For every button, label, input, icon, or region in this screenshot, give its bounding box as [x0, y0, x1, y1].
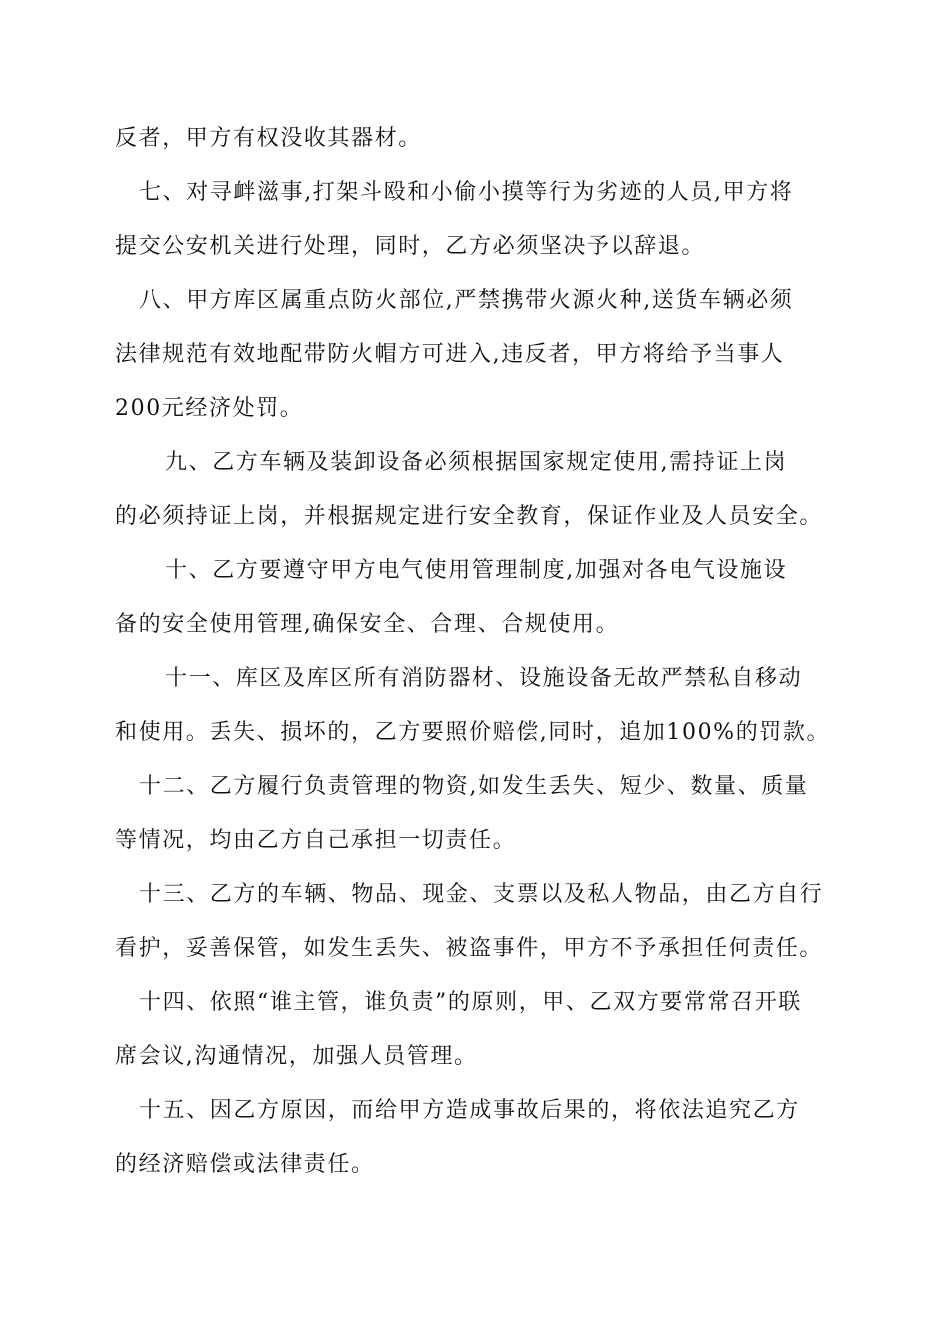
text-line: 和使用。丢失、损坏的，乙方要照价赔偿,同时，追加100%的罚款。 [115, 720, 831, 745]
clause-8 [115, 274, 837, 436]
text-line: 提交公安机关进行处理，同时，乙方必须坚决予以辞退。 [115, 234, 706, 259]
text-line: 七、对寻衅滋事,打架斗殴和小偷小摸等行为劣迹的人员,甲方将 [139, 180, 794, 205]
text-line: 十一、库区及库区所有消防器材、设施设备无故严禁私自移动 [165, 666, 803, 691]
clause-15 [115, 1084, 837, 1192]
clause-11 [115, 652, 837, 760]
paragraph-continuation [115, 112, 837, 166]
text-line: 法律规范有效地配带防火帽方可进入,违反者，甲方将给予当事人 [115, 342, 785, 367]
text-line: 等情况，均由乙方自己承担一切责任。 [115, 828, 517, 853]
text-line: 十五、因乙方原因，而给甲方造成事故后果的，将依法追究乙方 [139, 1098, 800, 1123]
clause-14 [115, 976, 837, 1084]
text-line: 备的安全使用管理,确保安全、合理、合规使用。 [115, 612, 620, 637]
text-line: 九、乙方车辆及装卸设备必须根据国家规定使用,需持证上岗 [165, 450, 788, 475]
document-body [115, 112, 837, 1192]
clause-12 [115, 760, 837, 868]
clause-10 [115, 544, 837, 652]
text-line: 的经济赔偿或法律责任。 [115, 1152, 375, 1177]
text-line: 十三、乙方的车辆、物品、现金、支票以及私人物品，由乙方自行 [139, 882, 824, 907]
clause-13 [115, 868, 837, 976]
text-line: 看护，妥善保管，如发生丢失、被盗事件，甲方不予承担任何责任。 [115, 936, 824, 961]
text-line: 的必须持证上岗，并根据规定进行安全教育，保证作业及人员安全。 [115, 504, 824, 529]
clause-7 [115, 166, 837, 274]
text-line: 十二、乙方履行负责管理的物资,如发生丢失、短少、数量、质量 [139, 774, 809, 799]
text-line: 200元经济处罚。 [115, 396, 304, 421]
text-line: 八、甲方库区属重点防火部位,严禁携带火源火种,送货车辆必须 [139, 288, 794, 313]
clause-9 [115, 436, 837, 544]
text-line: 反者，甲方有权没收其器材。 [115, 126, 422, 151]
text-line: 十四、依照“谁主管，谁负责”的原则，甲、乙双方要常常召开联 [139, 990, 802, 1015]
text-line: 十、乙方要遵守甲方电气使用管理制度,加强对各电气设施设 [165, 558, 788, 583]
text-line: 席会议,沟通情况，加强人员管理。 [115, 1044, 478, 1069]
